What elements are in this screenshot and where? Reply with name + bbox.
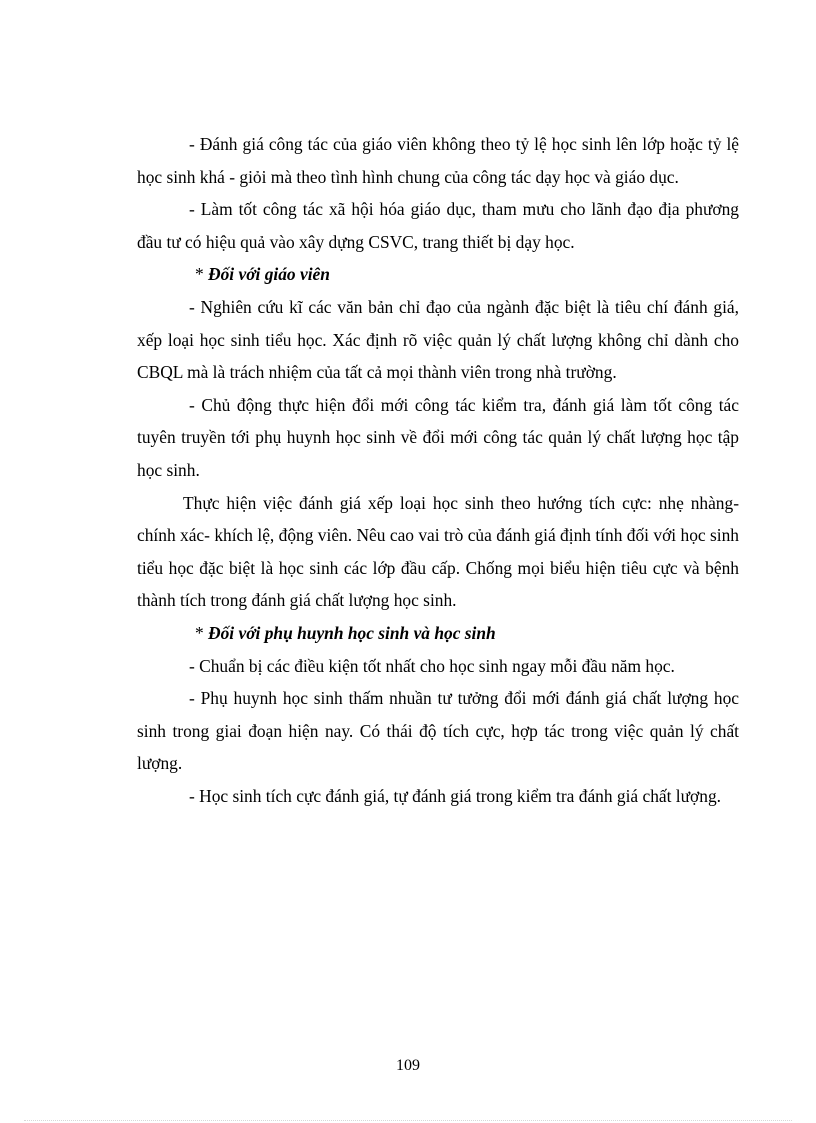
section-heading-parents (137, 617, 739, 650)
page-body (137, 128, 739, 812)
heading-star: * (195, 622, 209, 643)
heading-label: Đối với phụ huynh học sinh và học sinh (208, 622, 496, 643)
paragraph-preparation: - Chuẩn bị các điều kiện tốt nhất cho học sinh ngay mỗi đầu năm học. (189, 655, 675, 676)
section-heading-teachers (137, 258, 739, 291)
page-edge-divider (24, 1120, 792, 1121)
heading-label: Đối với giáo viên (208, 264, 330, 285)
paragraph-teacher-evaluation: - Đánh giá công tác của giáo viên không theo tỷ lệ học sinh lên lớp hoặc tỷ lệ học sinh khá - giỏi mà theo tình hình chung của công tác dạy học và giáo dục. (137, 134, 739, 187)
paragraph-parent-mindset: - Phụ huynh học sinh thấm nhuần tư tưởng đổi mới đánh giá chất lượng học sinh trong giai đoạn hiện nay. Có thái độ tích cực, hợp tác trong việc quản lý chất lượng. (137, 688, 739, 774)
paragraph-self-assessment: - Học sinh tích cực đánh giá, tự đánh giá trong kiểm tra đánh giá chất lượng. (189, 785, 721, 806)
paragraph-socialization: - Làm tốt công tác xã hội hóa giáo dục, tham mưu cho lãnh đạo địa phương đầu tư có hiệu quả vào xây dựng CSVC, trang thiết bị dạy học. (137, 199, 739, 252)
page-number: 109 (396, 1057, 420, 1074)
paragraph-positive-assessment: Thực hiện việc đánh giá xếp loại học sinh theo hướng tích cực: nhẹ nhàng- chính xác- khích lệ, động viên. Nêu cao vai trò của đánh giá định tính đối với học sinh tiểu học đặc biệt là học sinh các lớp đầu cấp. Chống mọi biểu hiện tiêu cực và bệnh thành tích trong đánh giá chất lượng học sinh. (137, 492, 739, 611)
paragraph-research-documents: - Nghiên cứu kĩ các văn bản chỉ đạo của ngành đặc biệt là tiêu chí đánh giá, xếp loại học sinh tiểu học. Xác định rõ việc quản lý chất lượng không chỉ dành cho CBQL mà là trách nhiệm của tất cả mọi thành viên trong nhà trường. (137, 296, 739, 383)
paragraph-innovation: - Chủ động thực hiện đổi mới công tác kiểm tra, đánh giá làm tốt công tác tuyên truyền tới phụ huynh học sinh về đổi mới công tác quản lý chất lượng học tập học sinh. (137, 394, 739, 480)
heading-star: * (195, 264, 209, 285)
